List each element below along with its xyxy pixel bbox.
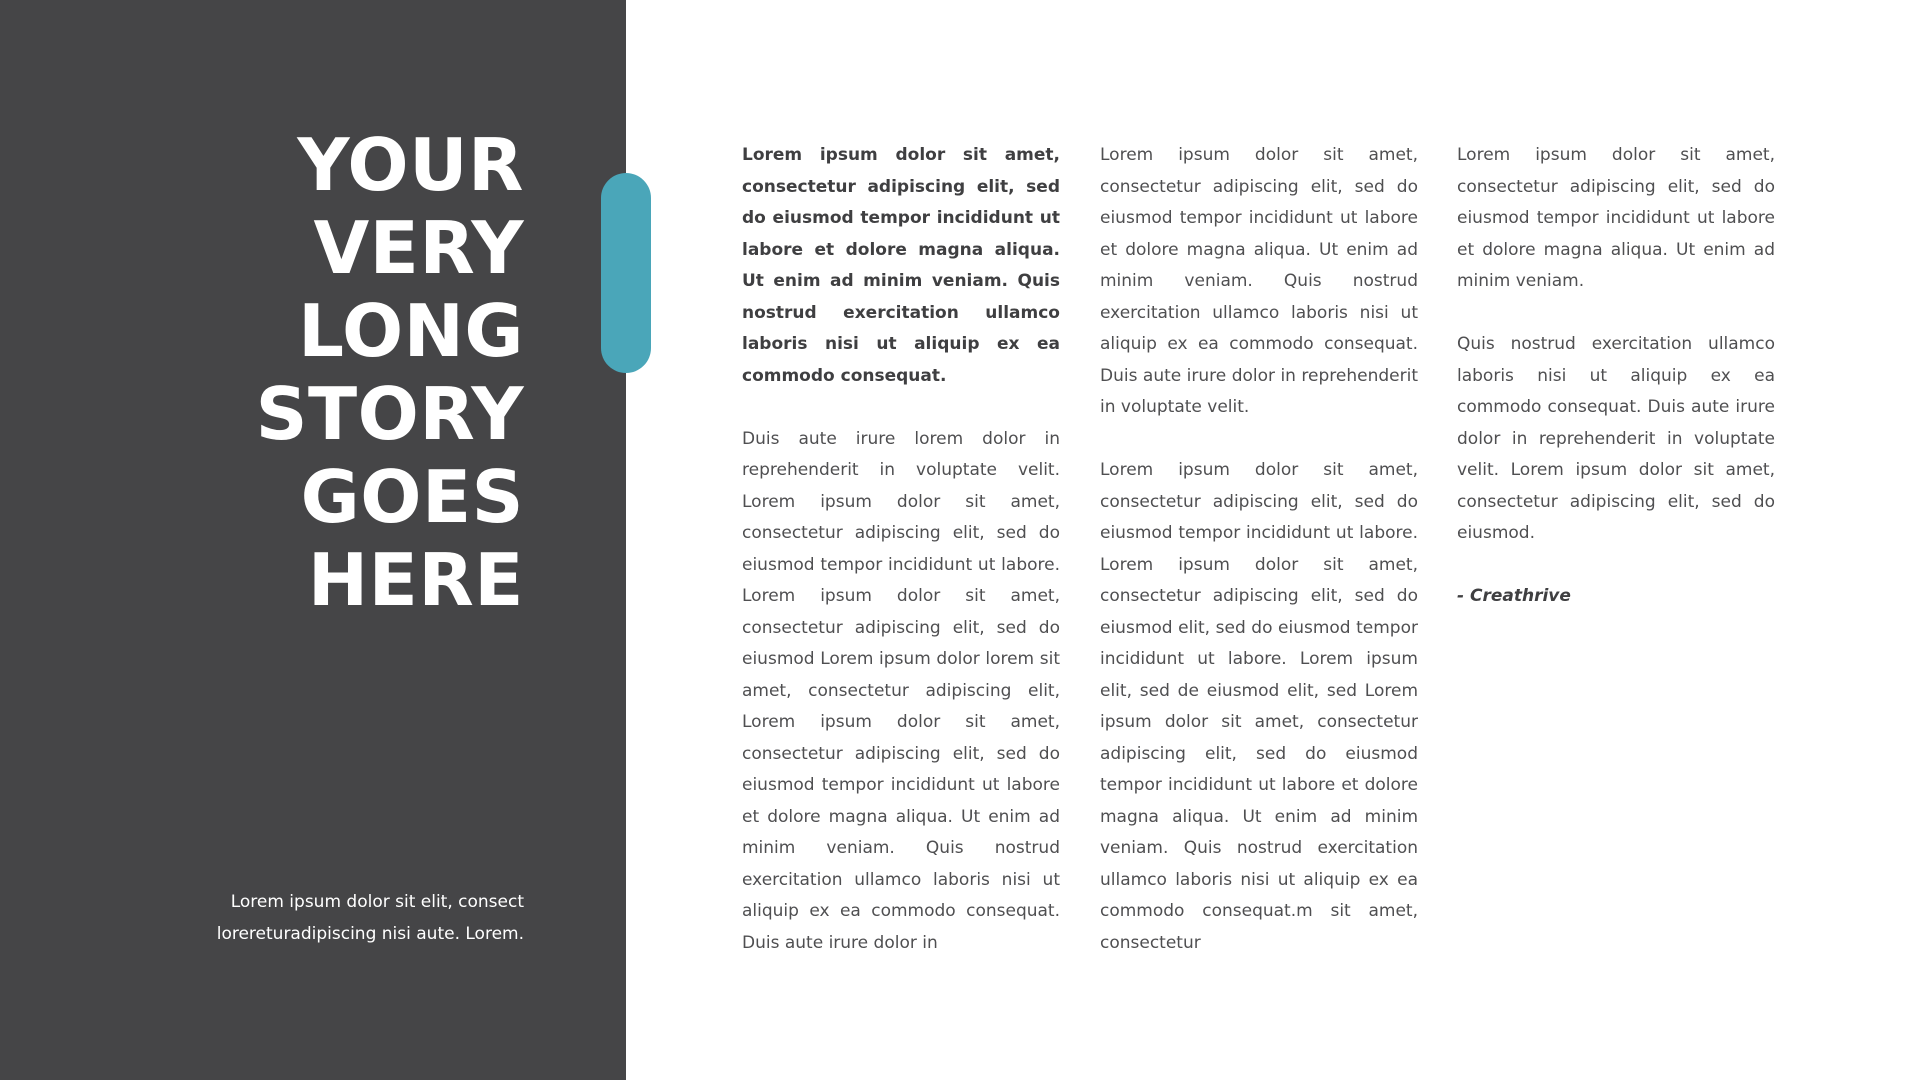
tagline: Lorem ipsum dolor sit elit, consect lorereturadipiscing nisi aute. Lorem.	[216, 892, 524, 944]
headline-line: STORY	[255, 372, 524, 456]
body-paragraph: Lorem ipsum dolor sit amet, consectetur adipiscing elit, sed do eiusmod tempor incididunt ut labore et dolore magna aliqua. Ut enim ad minim veniam. Quis nostrud exercitation ullamco laboris nisi ut aliquip ex ea commodo consequat. Duis aute irure dolor in reprehenderit in voluptate velit.	[1100, 145, 1418, 417]
body-paragraph: Duis aute irure lorem dolor in reprehenderit in voluptate velit. Lorem ipsum dolor sit amet, consectetur adipiscing elit, sed do eiusmod tempor incididunt ut labore. Lorem ipsum dolor sit amet, consectetur adipiscing elit, sed do eiusmod Lorem ipsum dolor lorem sit amet, consectetur adipiscing elit, Lorem ipsum dolor sit amet, consectetur adipiscing elit, sed do eiusmod tempor incididunt ut labore et dolore magna aliqua. Ut enim ad minim veniam. Quis nostrud exercitation ullamco laboris nisi ut aliquip ex ea commodo consequat. Duis aute irure dolor in	[742, 428, 1060, 953]
headline-line: VERY	[313, 206, 524, 290]
body-paragraph: Lorem ipsum dolor sit amet, consectetur adipiscing elit, sed do eiusmod tempor incididunt ut labore et dolore magna aliqua. Ut enim ad minim veniam.	[1457, 145, 1775, 291]
headline-line: GOES	[300, 455, 524, 539]
lead-paragraph: Lorem ipsum dolor sit amet, consectetur adipiscing elit, sed do eiusmod tempor incididunt ut labore et dolore magna aliqua. Ut enim ad minim veniam. Quis nostrud exercitation ullamco laboris nisi ut aliquip ex ea commodo consequat.	[742, 145, 1060, 386]
body-paragraph: Quis nostrud exercitation ullamco laboris nisi ut aliquip ex ea commodo consequat. Duis aute irure dolor in reprehenderit in voluptate velit. Lorem ipsum dolor sit amet, consectetur adipiscing elit, sed do eiusmod.	[1457, 334, 1775, 543]
text-column-3	[1457, 140, 1775, 644]
author-signature: - Creathrive	[1457, 586, 1571, 606]
body-paragraph: Lorem ipsum dolor sit amet, consectetur adipiscing elit, sed do eiusmod tempor incididunt ut labore. Lorem ipsum dolor sit amet, consectetur adipiscing elit, sed do eiusmod elit, sed do eiusmod tempor incididunt ut labore. Lorem ipsum elit, sed de eiusmod elit, sed Lorem ipsum dolor sit amet, consectetur adipiscing elit, sed do eiusmod tempor incididunt ut labore et dolore magna aliqua. Ut enim ad minim veniam. Quis nostrud exercitation ullamco laboris nisi ut aliquip ex ea commodo consequat.m sit amet, consectetur	[1100, 460, 1418, 953]
text-column-2	[1100, 140, 1418, 991]
headline-line: HERE	[307, 538, 524, 622]
headline	[256, 124, 524, 622]
left-panel	[0, 0, 626, 1080]
text-column-1	[742, 140, 1060, 991]
headline-line: LONG	[298, 289, 524, 373]
headline-line: YOUR	[297, 123, 524, 207]
accent-pill	[601, 173, 651, 373]
